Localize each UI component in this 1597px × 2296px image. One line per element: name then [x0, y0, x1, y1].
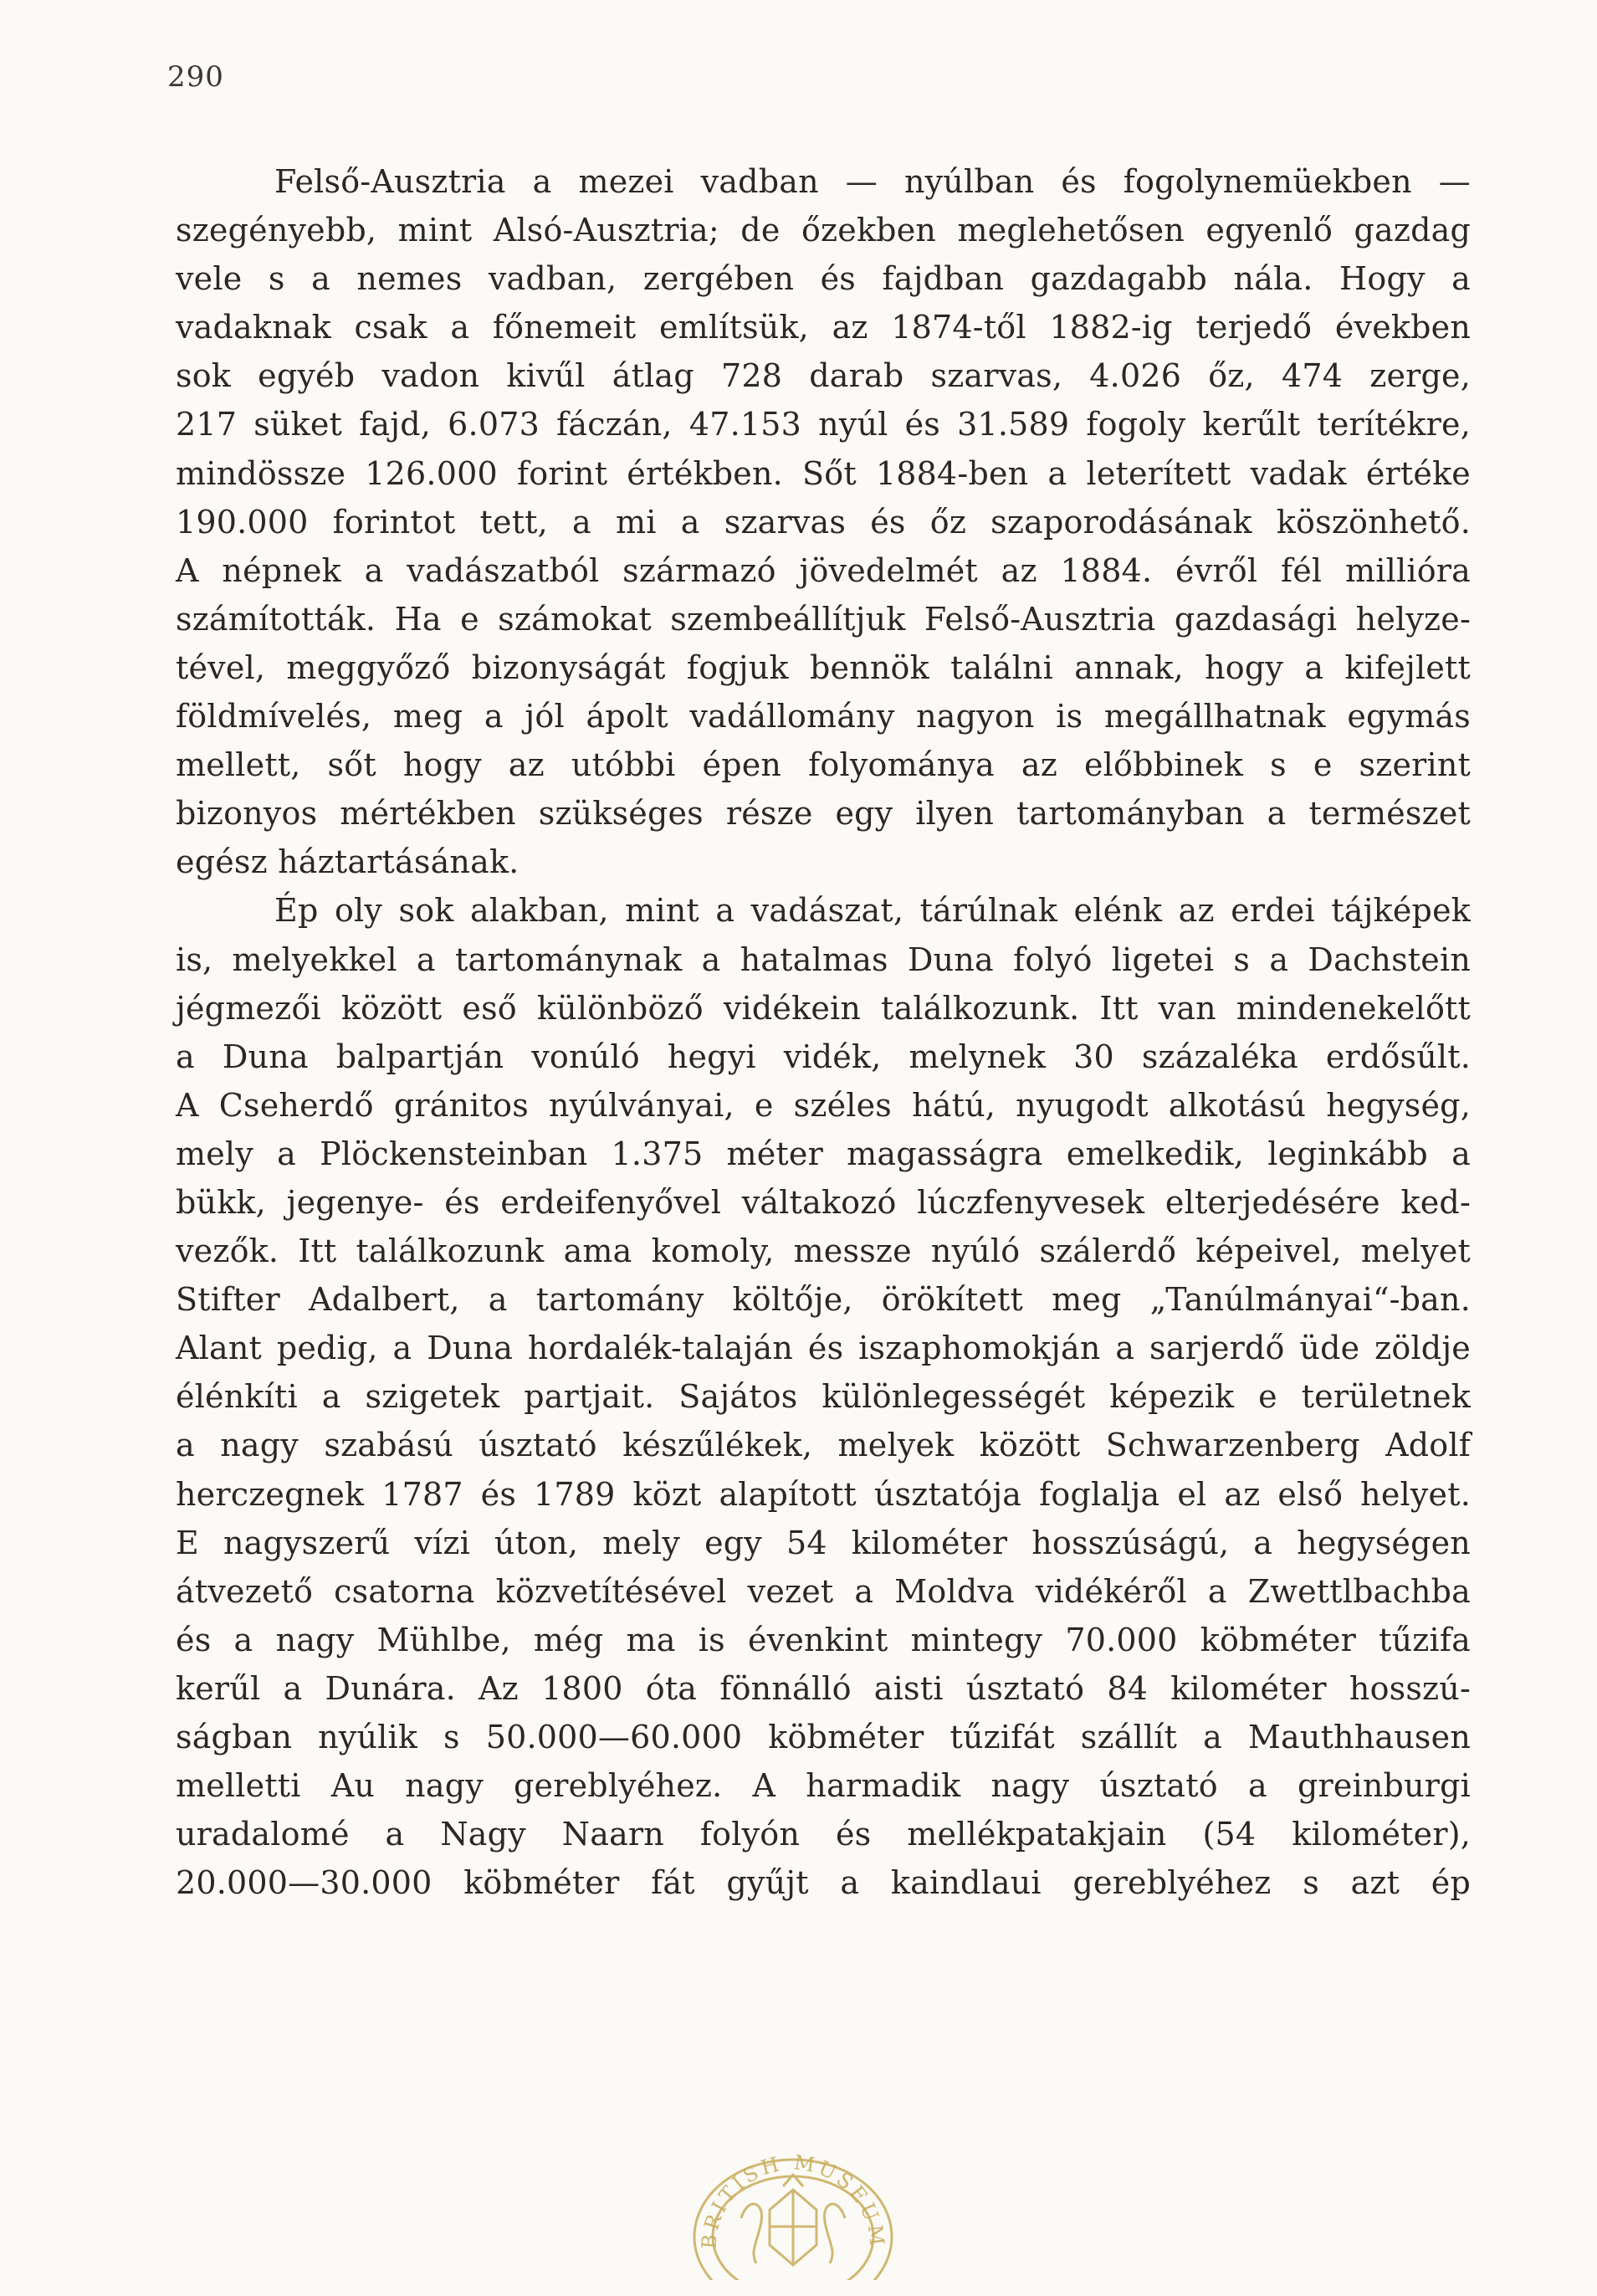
text-line: Felső-Ausztria a mezei vadban — nyúlban és fogolynemüekben —: [274, 163, 1471, 200]
text-line: mely a Plöckensteinban 1.375 méter magasságra emelkedik, leginkább a: [176, 1135, 1471, 1172]
text-line: vezők. Itt találkozunk ama komoly, messze nyúló szálerdő képeivel, melyet: [176, 1233, 1471, 1270]
text-line: egész háztartásának.: [176, 843, 520, 881]
text-line: mindössze 126.000 forint értékben. Sőt 1884-ben a leterített vadak értéke: [176, 454, 1471, 492]
text-line: a Duna balpartján vonúló hegyi vidék, melynek 30 százaléka erdősűlt.: [176, 1038, 1471, 1075]
text-line: kerűl a Dunára. Az 1800 óta fönnálló aisti úsztató 84 kilométer hosszú-: [176, 1669, 1471, 1707]
stamp-text: BRITISH MUSEUM: [697, 2150, 889, 2251]
body-text: [176, 157, 1471, 1907]
museum-stamp: [668, 2138, 919, 2280]
text-line: 20.000—30.000 köbméter fát gyűjt a kaindlaui gereblyéhez s azt ép: [176, 1864, 1471, 1902]
text-line: vele s a nemes vadban, zergében és fajdban gazdagabb nála. Hogy a: [176, 260, 1471, 298]
text-line: Alant pedig, a Duna hordalék-talaján és iszaphomokján a sarjerdő üde zöldje: [176, 1330, 1471, 1367]
text-line: mellett, sőt hogy az utóbbi épen folyománya az előbbinek s e szerint: [176, 746, 1471, 784]
text-line: bizonyos mértékben szükséges része egy ilyen tartományban a természet: [176, 795, 1471, 833]
text-line: 190.000 forintot tett, a mi a szarvas és őz szaporodásának köszönhető.: [176, 503, 1471, 541]
text-line: herczegnek 1787 és 1789 közt alapított úsztatója foglalja el az első helyet.: [176, 1475, 1471, 1513]
text-line: sok egyéb vadon kivűl átlag 728 darab szarvas, 4.026 őz, 474 zerge,: [176, 357, 1471, 395]
text-line: a nagy szabású úsztató készűlékek, melyek között Schwarzenberg Adolf: [176, 1427, 1471, 1464]
page-number: 290: [167, 60, 224, 94]
text-line: vadaknak csak a főnemeit említsük, az 1874-től 1882-ig terjedő években: [176, 309, 1471, 346]
text-line: E nagyszerű vízi úton, mely egy 54 kilométer hosszúságú, a hegységen: [176, 1524, 1471, 1561]
text-line: és a nagy Mühlbe, még ma is évenkint mintegy 70.000 köbméter tűzifa: [176, 1621, 1471, 1658]
text-line: is, melyekkel a tartománynak a hatalmas Duna folyó ligetei s a Dachstein: [176, 940, 1471, 978]
lion-supporter-icon: [741, 2204, 762, 2263]
text-line: melletti Au nagy gereblyéhez. A harmadik nagy úsztató a greinburgi: [176, 1767, 1471, 1805]
text-line: ságban nyúlik s 50.000—60.000 köbméter tűzifát szállít a Mauthhausen: [176, 1719, 1471, 1755]
text-line: Stifter Adalbert, a tartomány költője, örökített meg „Tanúlmányai“-ban.: [176, 1281, 1471, 1319]
text-line: uradalomé a Nagy Naarn folyón és mellékpatakjain (54 kilométer),: [176, 1816, 1471, 1853]
text-line: tével, meggyőző bizonyságát fogjuk bennök találni annak, hogy a kifejlett: [176, 648, 1471, 686]
text-line: szegényebb, mint Alsó-Ausztria; de őzekben meglehetősen egyenlő gazdag: [176, 212, 1471, 249]
text-line: A népnek a vadászatból származó jövedelmét az 1884. évről fél millióra: [176, 551, 1471, 589]
text-line: bükk, jegenye- és erdeifenyővel váltakozó lúczfenyvesek elterjedésére ked-: [176, 1183, 1471, 1221]
text-line: jégmezői között eső különböző vidékein találkozunk. Itt van mindenekelőtt: [176, 989, 1471, 1027]
text-line: számították. Ha e számokat szembeállítjuk Felső-Ausztria gazdasági helyze-: [176, 600, 1471, 638]
text-line: élénkíti a szigetek partjait. Sajátos különlegességét képezik e területnek: [176, 1378, 1471, 1416]
text-line: 217 süket fajd, 6.073 fáczán, 47.153 nyúl és 31.589 fogoly kerűlt terítékre,: [176, 406, 1471, 443]
text-line: átvezető csatorna közvetítésével vezet a Moldva vidékéről a Zwettlbachba: [176, 1572, 1471, 1610]
unicorn-supporter-icon: [824, 2204, 845, 2263]
text-line: földmívelés, meg a jól ápolt vadállomány nagyon is megállhatnak egymás: [176, 698, 1471, 735]
text-line: Ép oly sok alakban, mint a vadászat, tárúlnak elénk az erdei tájképek: [274, 892, 1471, 930]
text-line: A Cseherdő gránitos nyúlványai, e széles hátú, nyugodt alkotású hegység,: [176, 1086, 1471, 1124]
